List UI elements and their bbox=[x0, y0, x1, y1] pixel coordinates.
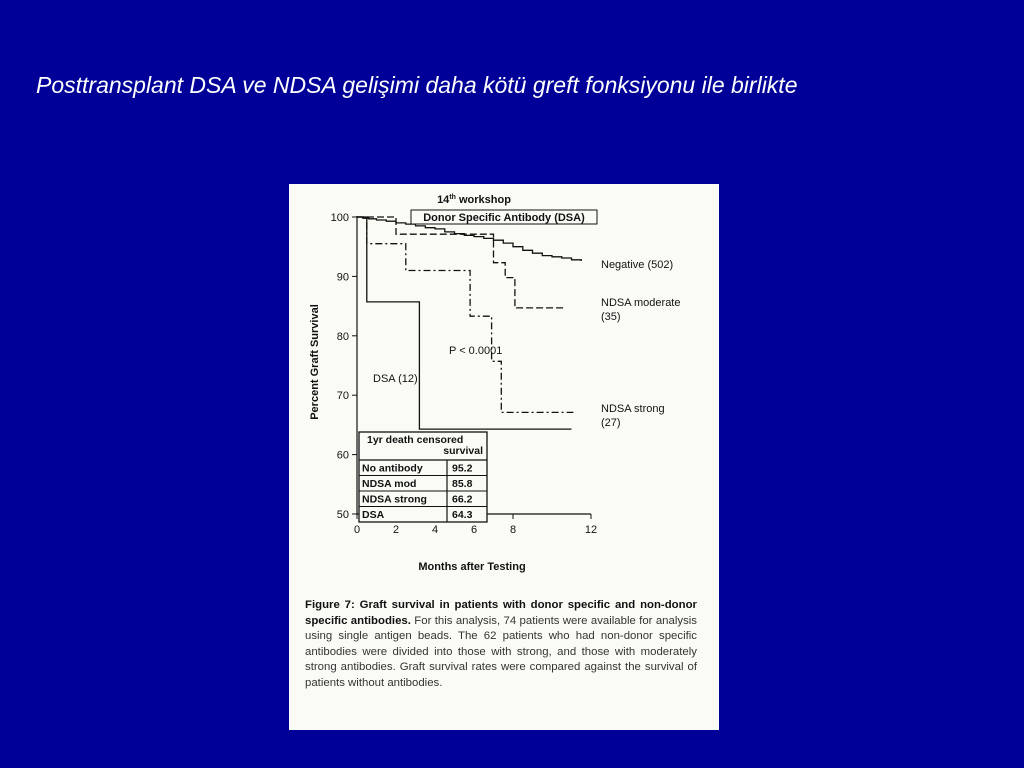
inset-row-group: NDSA mod bbox=[362, 478, 417, 490]
x-tick-label: 4 bbox=[431, 524, 439, 536]
inset-row-value: 85.8 bbox=[452, 478, 473, 490]
series-label-line: (35) bbox=[601, 311, 621, 323]
figure-caption bbox=[305, 598, 697, 692]
inset-row-group: DSA bbox=[362, 509, 385, 521]
x-tick-label: 6 bbox=[470, 524, 478, 536]
caption-bold: Figure 7: Graft survival in patients with donor specific and non-donor specific antibodies. bbox=[305, 599, 697, 627]
chart-subtitle: Donor Specific Antibody (DSA) bbox=[423, 212, 585, 224]
y-tick-label: 100 bbox=[330, 212, 349, 224]
y-tick-label: 90 bbox=[336, 271, 349, 284]
series-label-1 bbox=[601, 297, 680, 323]
inset-table bbox=[359, 432, 487, 522]
inset-row-value: 64.3 bbox=[452, 509, 473, 521]
series-label-line: Negative (502) bbox=[601, 259, 674, 271]
series-line-3 bbox=[357, 217, 572, 429]
y-axis bbox=[331, 212, 357, 521]
series-label-0 bbox=[601, 259, 673, 271]
inset-header-right: survival bbox=[443, 445, 483, 457]
inset-header-left: 1yr death censored bbox=[367, 434, 464, 446]
series-label-line: (27) bbox=[601, 417, 621, 429]
caption-text: For this analysis, 74 patients were available for analysis using single antigen beads. The 62 patients who had non-donor specific antibodies were divided into those with strong, and those with moderately strong antibodies. Graft survival rates were compared against the survival of patients without antibodies. bbox=[305, 614, 697, 689]
inset-row-value: 95.2 bbox=[452, 462, 473, 475]
slide-title: Posttransplant DSA ve NDSA gelişimi daha kötü greft fonksiyonu ile birlikte bbox=[36, 72, 798, 98]
inset-row-group: NDSA strong bbox=[362, 493, 427, 506]
series-label-line: NDSA strong bbox=[601, 403, 665, 415]
series-label-2 bbox=[601, 403, 665, 429]
figure-card bbox=[289, 184, 719, 730]
series-line-1 bbox=[357, 217, 566, 308]
inset-row-group: No antibody bbox=[362, 462, 423, 475]
y-tick-label: 70 bbox=[336, 390, 349, 403]
series-group bbox=[357, 217, 581, 429]
x-tick-label: 12 bbox=[584, 524, 598, 536]
series-label-line: NDSA moderate bbox=[601, 297, 681, 309]
x-tick-label: 2 bbox=[392, 524, 400, 536]
y-tick-label: 50 bbox=[336, 509, 349, 521]
inset-row-value: 66.2 bbox=[452, 493, 473, 506]
y-axis-title: Percent Graft Survival bbox=[309, 304, 321, 420]
survival-chart bbox=[289, 184, 719, 594]
x-tick-label: 0 bbox=[353, 524, 361, 536]
y-tick-label: 60 bbox=[336, 449, 349, 462]
y-tick-label: 80 bbox=[336, 330, 349, 343]
chart-title: 14th workshop bbox=[437, 194, 511, 206]
series-label-line: DSA (12) bbox=[373, 373, 418, 385]
x-axis-title: Months after Testing bbox=[418, 561, 526, 573]
series-label-3 bbox=[373, 373, 418, 385]
p-value-annotation: P < 0.0001 bbox=[449, 345, 503, 357]
x-tick-label: 8 bbox=[509, 524, 517, 536]
